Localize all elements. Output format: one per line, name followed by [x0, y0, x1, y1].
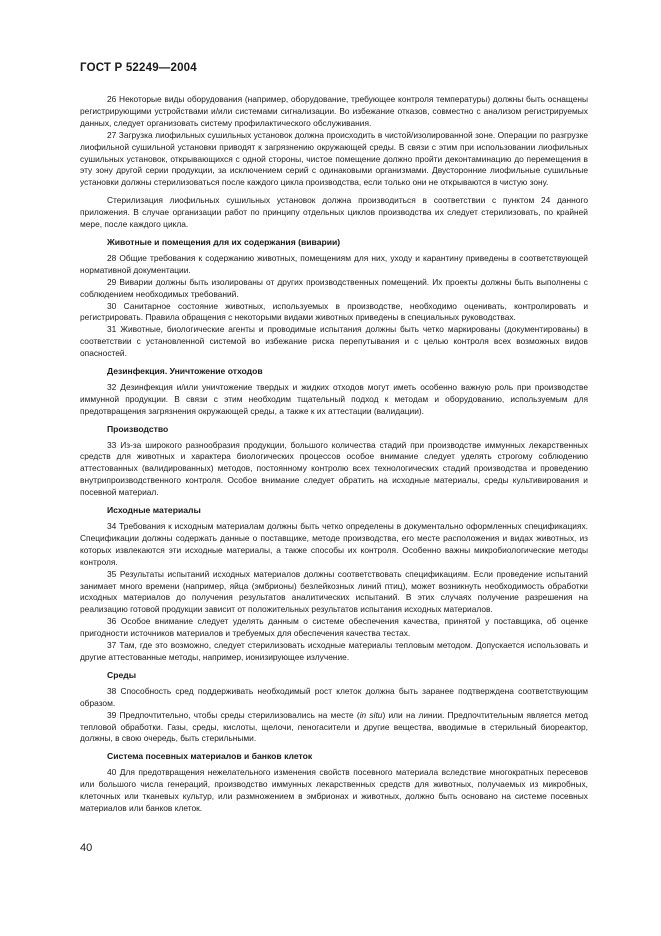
- document-body: [80, 94, 588, 815]
- paragraph-33: 33 Из-за широкого разнообразия продукции, большого количества стадий при производстве иммунных лекарственных средств для животных и характера биологических процессов особое внимание следует уделять строгому соблюдению аттестованных (валидированных) методов, постоянному контролю всех технологических стадий производства и проведению внутрипроизводственного контроля. Особое внимание следует обратить на исходные материалы, среды культивирования и посевной материал.: [80, 439, 588, 498]
- paragraph-31: 31 Животные, биологические агенты и проводимые испытания должны быть четко маркированы (документированы) в соответствии с установленной системой во избежание риска перепутывания и с целью контроля всех возможных видов опасностей.: [80, 324, 588, 359]
- section-heading-production: Производство: [107, 423, 169, 434]
- paragraph-39: [80, 710, 588, 746]
- section-heading-animals: Животные и помещения для их содержания (виварии): [107, 236, 341, 247]
- section-heading-disinfection: Дезинфекция. Уничтожение отходов: [107, 366, 263, 377]
- paragraph-39-part-a: 39 Предпочтительно, чтобы среды стерилизовались на месте (: [107, 709, 360, 720]
- paragraph-27-sterilization: Стерилизация лиофильных сушильных установок должна производиться в соответствии с пунктом 24 данного приложения. В случае организации работ по принципу отдельных циклов производства их следует стерилизовать, по крайней мере, после каждого цикла.: [80, 195, 588, 230]
- section-heading-materials: Исходные материалы: [107, 505, 201, 516]
- paragraph-38: 38 Способность сред поддерживать необходимый рост клеток должна быть заранее подтверждена соответствующим образом.: [80, 685, 588, 708]
- section-heading-media: Среды: [107, 669, 137, 680]
- paragraph-34: 34 Требования к исходным материалам должны быть четко определены в документально оформленных спецификациях. Спецификации должны содержать данные о поставщике, методе производства, его месте расположения и видах животных, из которых извлекаются эти исходные материалы, а также способы их контроля. Особенно важны микробиологические методы контроля.: [80, 521, 588, 567]
- page-number: 40: [80, 842, 93, 854]
- paragraph-32: 32 Дезинфекция и/или уничтожение твердых и жидких отходов могут иметь особенно важную роль при производстве иммунной продукции. В связи с этим необходим тщательный подход к методам и оборудованию, используемым для предотвращения загрязнения окружающей среды, а также к их аттестации (валидации).: [80, 381, 588, 416]
- paragraph-26: 26 Некоторые виды оборудования (например, оборудование, требующее контроля температуры) должны быть оснащены регистрирующими устройствами и/или системами сигнализации. Во избежание отказов, совместно с анализом регистрируемых данных, следует организовать систему профилактического обслуживания.: [80, 94, 588, 128]
- paragraph-35: 35 Результаты испытаний исходных материалов должны соответствовать спецификациям. Если проведение испытаний занимает много времени (например, яйца (эмбрионы) безлейкозных линий птиц), может возникнуть необходимость обработки исходных материалов до получения результатов аналитических испытаний. В этих случаях получение разрешения на реализацию готовой продукции зависит от положительных результатов испытания исходных материалов.: [80, 568, 588, 615]
- paragraph-39-part-b: ) или на линии. Предпочтительным является метод тепловой обработки. Газы, среды, кислоты, щелочи, пеногасители и другие вещества, вводимые в стерильный биореактор, должны, в свою очередь, быть стерильными.: [80, 709, 588, 744]
- paragraph-40: 40 Для предотвращения нежелательного изменения свойств посевного материала вследствие многократных пересевов или большого числа генераций, производство иммунных лекарственных средств для животных, получаемых из микробных, клеточных или тканевых культур, или размножением в эмбрионах и животных, должно быть основано на системе посевных материалов или банков клеток.: [80, 767, 588, 813]
- paragraph-36: 36 Особое внимание следует уделять данным о системе обеспечения качества, принятой у поставщика, об оценке пригодности источников материалов и требуемых для обеспечения качества тестах.: [80, 616, 588, 639]
- document-header: ГОСТ Р 52249—2004: [80, 62, 197, 74]
- paragraph-29: 29 Виварии должны быть изолированы от других производственных помещений. Их проекты должны быть выполнены с соблюдением необходимых требований.: [80, 276, 588, 299]
- paragraph-39-italic: in situ: [359, 709, 383, 720]
- section-heading-seed-bank: Система посевных материалов и банков клеток: [107, 751, 313, 762]
- paragraph-30: 30 Санитарное состояние животных, используемых в производстве, необходимо оценивать, контролировать и регистрировать. Правила обращения с некоторыми видами животных приведены в специальных руководствах.: [80, 300, 588, 323]
- paragraph-28: 28 Общие требования к содержанию животных, помещениям для них, уходу и карантину приведены в соответствующей нормативной документации.: [80, 252, 588, 275]
- paragraph-27: 27 Загрузка лиофильных сушильных установок должна происходить в чистой/изолированной зоне. Операции по разгрузке лиофильной сушильной установки приводят к загрязнению окружающей среды. В связи с этим при использовании лиофильных сушильных установок, открывающихся с одной стороны, чистое помещение должно пройти деконтаминацию до перемещения в эту зону другой серии продукции, за исключением серий с одинаковыми организмами. Двусторонние лиофильные сушильные установки должны стерилизоваться после каждого цикла производства, если только они не открываются в чистую зону.: [80, 129, 588, 188]
- paragraph-37: 37 Там, где это возможно, следует стерилизовать исходные материалы тепловым методом. Допускается использовать и другие аттестованные методы, например, ионизирующее излучение.: [80, 640, 588, 662]
